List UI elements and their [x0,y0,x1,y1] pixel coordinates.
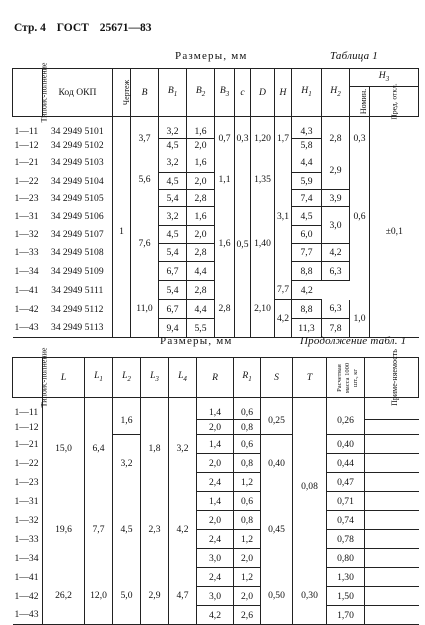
h2-cell: 3,9 [322,190,350,207]
b2-cell: 2,0 [187,139,215,153]
applicability-cell [365,587,419,606]
h2-cell: 4,2 [322,244,350,262]
b3-cell: 1,1 [215,153,235,207]
applicability-cell [365,606,419,625]
b2-cell: 2,0 [187,173,215,190]
l3-cell: 2,3 [141,492,169,568]
r1-cell: 0,6 [234,398,261,420]
designation-cell: 1—31 [14,495,39,507]
mass-cell: 0,44 [327,454,365,473]
h3-nominal-cell: 0,3 [350,117,370,153]
r-cell: 4,2 [197,606,234,625]
r-cell: 2,4 [197,473,234,492]
l2-cell: 4,5 [113,492,141,568]
designation-cell: 1—41 [14,284,39,296]
r1-cell: 2,6 [234,606,261,625]
b1-cell: 3,2 [159,153,187,173]
applicability-cell [365,454,419,473]
c-cell: 0,5 [235,153,251,338]
s-cell: 0,40 [261,435,293,492]
h2-cell: 2,8 [322,117,350,153]
gost-label: ГОСТ [56,22,89,34]
b2-cell: 1,6 [187,153,215,173]
col-l1: $L_1$ [85,358,113,398]
d-cell: 2,10 [251,281,275,338]
col-b: B [131,69,159,117]
mass-cell: 0,78 [327,530,365,549]
col-code: Код ОКП [43,69,113,117]
s-cell: 0,45 [261,492,293,568]
b1-cell: 5,4 [159,244,187,262]
b3-cell: 0,7 [215,117,235,153]
h1-cell: 5,8 [292,139,322,153]
r1-cell: 1,2 [234,530,261,549]
applicability-cell [365,549,419,568]
b-cell: 11,0 [131,281,159,338]
b1-cell: 3,2 [159,207,187,226]
h-cell: 4,2 [275,300,292,338]
table2-body [13,398,419,625]
b3-cell: 2,8 [215,281,235,338]
designation-cell: 1—33 [14,247,39,258]
designation-cell: 1—21 [14,438,39,450]
page-number: Стр. 4 [14,22,46,34]
b1-cell: 6,7 [159,262,187,281]
designation-cell: 1—32 [14,229,39,240]
l4-cell: 4,2 [169,492,197,568]
r1-cell: 2,0 [234,587,261,606]
h3-nominal-cell: 0,6 [350,153,370,281]
table2-caption: Размеры, мм [160,335,233,347]
l4-cell: 4,7 [169,568,197,625]
designation-cell: 1—11 [14,407,39,419]
col-designation: Типоис-полнение [13,69,43,117]
b2-cell: 2,8 [187,244,215,262]
r1-cell: 0,6 [234,492,261,511]
mass-cell: 0,47 [327,473,365,492]
b1-cell: 9,4 [159,319,187,338]
c-cell: 0,3 [235,117,251,153]
code-cell: 34 2949 5112 [51,303,104,315]
r1-cell: 1,2 [234,568,261,587]
b2-cell: 4,4 [187,262,215,281]
b2-cell: 4,4 [187,300,215,319]
col-l4: $L_4$ [169,358,197,398]
r-cell: 1,4 [197,492,234,511]
col-h3-deviation: Пред. откл. [370,87,419,117]
b2-cell: 1,6 [187,207,215,226]
h2-cell: 2,9 [322,153,350,190]
h1-cell: 4,3 [292,117,322,139]
designation-cell: 1—31 [14,210,39,222]
col-d: D [251,69,275,117]
mass-cell: 0,74 [327,511,365,530]
designation-cell: 1—43 [14,609,39,621]
col-drawing: Чертеж [113,69,131,117]
l-cell: 19,6 [43,492,85,568]
col-s: S [261,358,293,398]
b2-cell: 2,8 [187,190,215,207]
h1-cell: 8,8 [292,262,322,281]
code-cell: 34 2949 5113 [51,322,104,334]
r1-cell: 0,8 [234,420,261,435]
mass-cell: 0,26 [327,398,365,435]
mass-cell: 1,50 [327,587,365,606]
gost-number: 25671—83 [99,22,152,34]
h1-cell: 6,0 [292,226,322,244]
table1-caption: Размеры, мм [175,50,248,62]
h3-nominal-cell: 1,0 [350,300,370,338]
b1-cell: 4,5 [159,173,187,190]
code-cell: 34 2949 5109 [50,265,104,277]
h1-cell: 7,7 [275,281,292,300]
col-mass: Расчетная масса 1000 шт., кг [327,358,365,398]
designation-cell: 1—34 [14,265,39,277]
designation-cell: 1—32 [14,514,39,526]
col-c: c [235,69,251,117]
applicability-cell [365,530,419,549]
l3-cell: 2,9 [141,568,169,625]
h2-cell: 3,0 [322,207,350,244]
applicability-cell [365,568,419,587]
col-l: L [43,358,85,398]
r1-cell: 1,2 [234,473,261,492]
r-cell: 2,0 [197,454,234,473]
r1-cell: 2,0 [234,549,261,568]
h1-cell: 4,4 [292,153,322,173]
table1-body [13,117,419,338]
code-cell: 34 2949 5107 [50,229,104,240]
designation-cell: 1—41 [14,571,39,583]
col-l3: $L_3$ [141,358,169,398]
col-h: H [275,69,292,117]
col-h2: $H_2$ [322,69,350,117]
designation-cell: 1—34 [14,552,39,564]
l2-cell: 5,0 [113,568,141,625]
l1-cell: 12,0 [85,568,113,625]
code-cell: 34 2949 5108 [50,247,104,258]
code-cell: 34 2949 5111 [51,284,104,296]
r-cell: 3,0 [197,587,234,606]
r-cell: 2,4 [197,568,234,587]
h2-cell: 6,3 [322,300,350,319]
applicability-cell [365,420,419,435]
l4-cell: 3,2 [169,398,197,492]
code-cell: 34 2949 5104 [50,175,104,187]
designation-cell: 1—21 [14,157,39,168]
mass-cell: 0,71 [327,492,365,511]
h1-cell: 7,7 [292,244,322,262]
l3-cell: 1,8 [141,398,169,492]
col-designation: Типоис-полнение [13,358,43,398]
applicability-cell [365,511,419,530]
b2-cell: 2,0 [187,226,215,244]
col-b2: $B_2$ [187,69,215,117]
b1-cell: 4,5 [159,139,187,153]
designation-cell: 1—11 [14,126,39,138]
t-cell: 0,30 [293,568,327,625]
r1-cell: 0,8 [234,511,261,530]
r-cell: 3,0 [197,549,234,568]
h1-cell: 7,4 [292,190,322,207]
b1-cell: 4,5 [159,226,187,244]
mass-cell: 1,30 [327,568,365,587]
r-cell: 2,4 [197,530,234,549]
h2-cell: 6,3 [322,262,350,281]
l1-cell: 7,7 [85,492,113,568]
col-t: T [293,358,327,398]
designation-cell: 1—23 [14,192,39,204]
h3-deviation-cell: ±0,1 [370,117,419,338]
h-cell: 1,7 [275,117,292,153]
r-cell: 2,0 [197,420,234,435]
code-cell: 34 2949 5103 [50,157,104,168]
l1-cell: 6,4 [85,398,113,492]
b1-cell: 3,2 [159,117,187,139]
b3-cell: 1,6 [215,207,235,281]
h2-cell: 7,8 [322,319,350,338]
applicability-cell [365,473,419,492]
mass-cell: 0,80 [327,549,365,568]
l2-cell: 1,6 [113,398,141,435]
col-applicability: Приме-няемость [365,358,419,398]
l-cell: 26,2 [43,568,85,625]
designation-cell: 1—42 [14,590,39,602]
s-cell: 0,50 [261,568,293,625]
col-l2: $L_2$ [113,358,141,398]
col-r: R [197,358,234,398]
designation-cell: 1—42 [14,303,39,315]
designation-cell: 1—12 [14,421,39,433]
designation-cell: 1—12 [14,140,39,151]
col-b3: $B_3$ [215,69,235,117]
b-cell: 3,7 [131,117,159,153]
b-cell: 5,6 [131,153,159,207]
applicability-cell [365,492,419,511]
code-cell: 34 2949 5106 [50,210,104,222]
code-cell: 34 2949 5102 [50,140,104,151]
dimensions-table-1 [12,62,419,338]
h2-cell: 4,2 [292,281,322,300]
col-h3-nominal: Номин. [350,87,370,117]
h1-cell: 5,9 [292,173,322,190]
dimensions-table-2 [12,347,419,625]
d-cell: 1,35 [251,153,275,207]
table2-label: Продолжение табл. 1 [300,335,407,347]
code-cell: 34 2949 5105 [50,192,104,204]
b1-cell: 5,4 [159,281,187,300]
drawing-cell: 1 [113,117,131,338]
table1-label: Таблица 1 [330,50,378,62]
page-header [14,22,414,38]
r-cell: 1,4 [197,398,234,420]
r1-cell: 0,6 [234,435,261,454]
col-b1: $B_1$ [159,69,187,117]
r1-cell: 0,8 [234,454,261,473]
d-cell: 1,40 [251,207,275,281]
l-cell: 15,0 [43,398,85,492]
mass-cell: 0,40 [327,435,365,454]
t-cell: 0,08 [293,398,327,568]
r-cell: 1,4 [197,435,234,454]
h1-cell: 11,3 [292,319,322,338]
h-cell: 3,1 [275,153,292,281]
b2-cell: 5,5 [187,319,215,338]
designation-cell: 1—33 [14,533,39,545]
b2-cell: 1,6 [187,117,215,139]
designation-cell: 1—43 [14,322,39,334]
designation-cell: 1—22 [14,457,39,469]
b1-cell: 6,7 [159,300,187,319]
code-cell: 34 2949 5101 [50,126,104,138]
designation-cell: 1—22 [14,175,39,187]
col-h3: $H_3$ [350,69,419,87]
b-cell: 7,6 [131,207,159,281]
designation-cell: 1—23 [14,476,39,488]
s-cell: 0,25 [261,398,293,435]
col-h1: $H_1$ [292,69,322,117]
r-cell: 2,0 [197,511,234,530]
l2-cell: 3,2 [113,435,141,492]
h1-cell: 4,5 [292,207,322,226]
col-r1: $R_1$ [234,358,261,398]
h1-cell: 8,8 [292,300,322,319]
d-cell: 1,20 [251,117,275,153]
mass-cell: 1,70 [327,606,365,625]
b1-cell: 5,4 [159,190,187,207]
b2-cell: 2,8 [187,281,215,300]
applicability-cell [365,435,419,454]
